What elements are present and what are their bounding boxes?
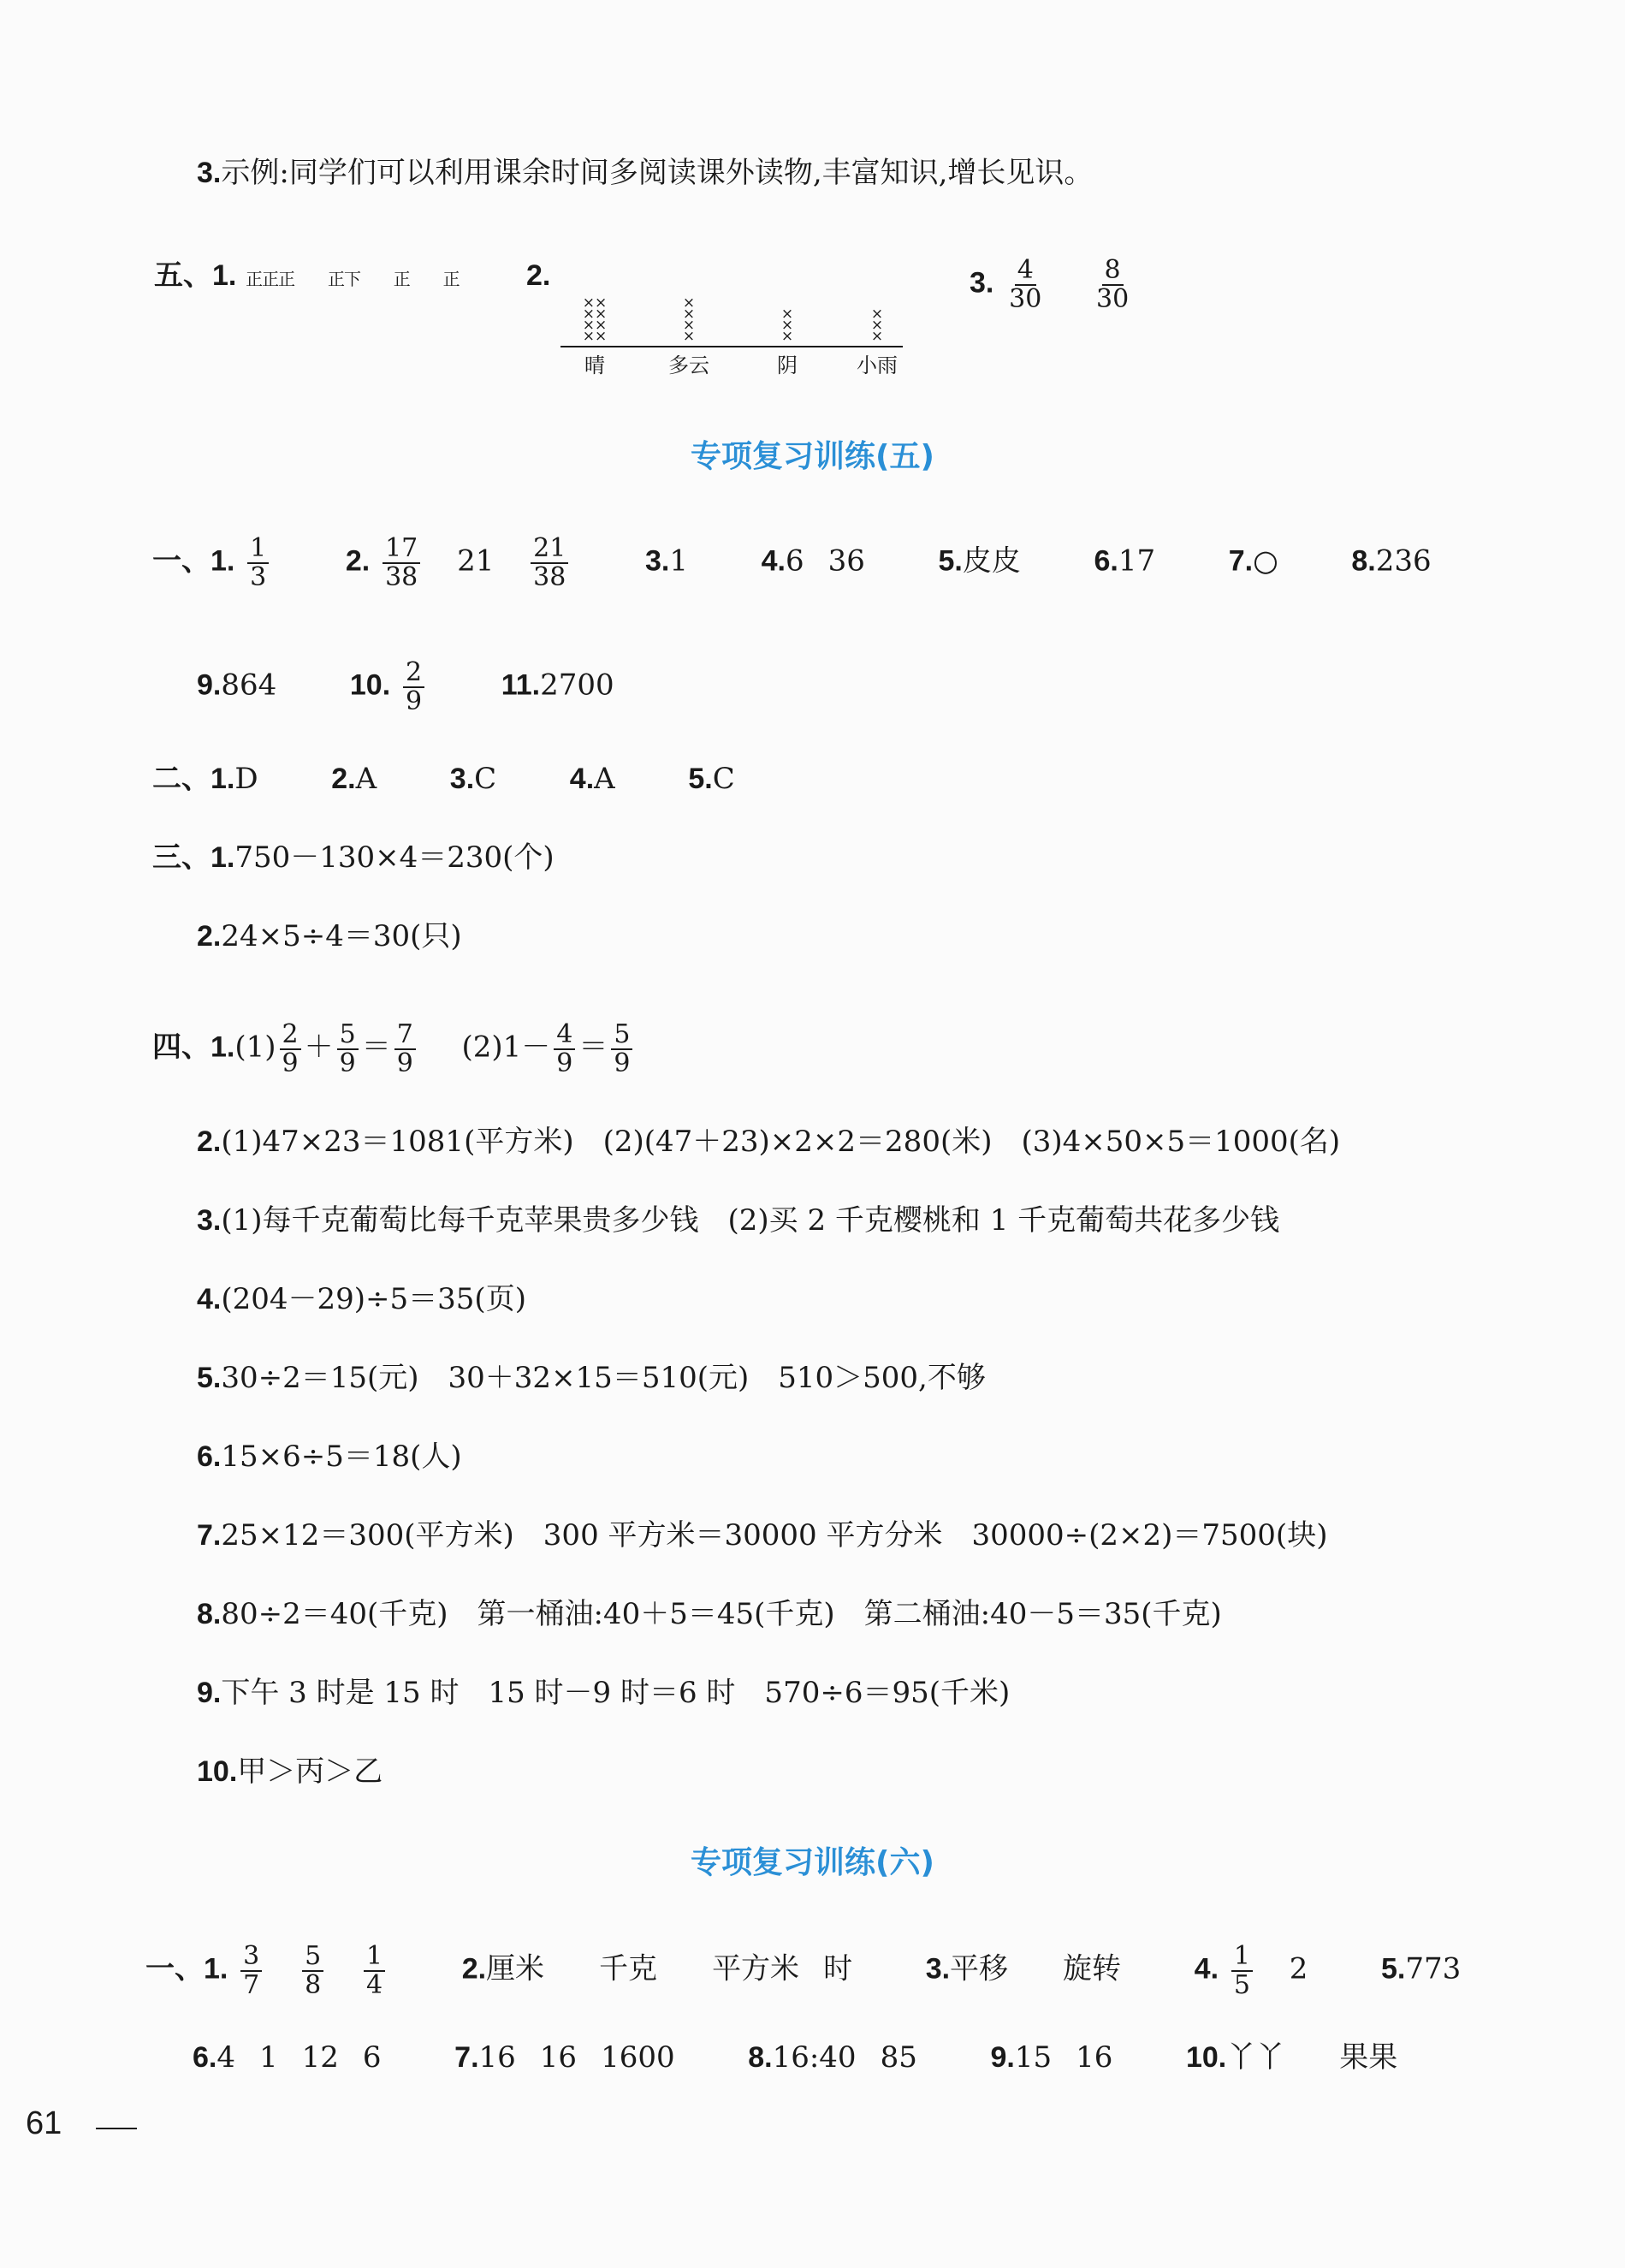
fraction: $\frac{1}{4}$ — [364, 1943, 385, 1998]
tally-column-3: × × × — [780, 306, 794, 345]
fraction: $\frac{5}{9}$ — [337, 1021, 359, 1077]
s5-three-q2: 2.24×5÷4＝30(只) — [197, 919, 462, 953]
fraction: $\frac{7}{9}$ — [394, 1021, 416, 1077]
fraction: $\frac{17}{38}$ — [383, 535, 420, 591]
section-title-5: 专项复习训练(五) — [691, 439, 934, 474]
section-wu-q2-label: 2. — [526, 259, 551, 292]
s5-four-q10: 10.甲＞丙＞乙 — [197, 1754, 383, 1789]
fraction: $\frac{1}{3}$ — [247, 535, 269, 591]
s5-four-q8: 8.80÷2＝40(千克) 第一桶油:40＋5＝45(千克) 第二桶油:40－5＝35(千克) — [197, 1597, 1222, 1631]
fraction: $\frac{4}{30}$ — [1009, 255, 1042, 314]
fraction: $\frac{5}{8}$ — [302, 1943, 323, 1998]
chart-category-label: 阴 — [777, 353, 798, 377]
s5-four-q3: 3.(1)每千克葡萄比每千克苹果贵多少钱 (2)买 2 千克樱桃和 1 千克葡萄共花多少钱 — [197, 1203, 1280, 1238]
weather-tally-chart — [560, 252, 920, 381]
fraction: $\frac{1}{5}$ — [1231, 1943, 1253, 1998]
s5-three-q1: 三、1.750－130×4＝230(个) — [152, 840, 555, 875]
tally-column-1: ×× ×× ×× ×× — [582, 294, 608, 345]
s5-two: 二、1.D 2.A 3.C 4.A 5.C — [152, 762, 735, 796]
chart-category-label: 小雨 — [857, 353, 898, 377]
fraction: $\frac{5}{9}$ — [611, 1021, 632, 1077]
tally-column-2: × × × × — [682, 294, 696, 345]
s5-one-row1: 一、1. $\frac{1}{3}$ 2. $\frac{17}{38}$ 21 $\frac{21}{38}$ 3.1 4.6 36 5.皮皮 6.17 7.○ 8.236 — [152, 533, 1432, 592]
fraction: $\frac{21}{38}$ — [531, 535, 568, 591]
tally-4: 正 — [442, 269, 460, 289]
tally-2: 正下 — [327, 269, 360, 289]
section-wu-q3: 3. $\frac{4}{30}$ $\frac{8}{30}$ — [970, 257, 1135, 312]
s5-one-row2: 9.864 10. $\frac{2}{9}$ 11.2700 — [197, 657, 614, 716]
tally-1: 正正正 — [246, 269, 295, 289]
fraction: $\frac{2}{9}$ — [280, 1021, 301, 1077]
s5-four-q4: 4.(204－29)÷5＝35(页) — [197, 1282, 526, 1316]
s6-one-row1: 一、1. $\frac{3}{7}$ $\frac{5}{8}$ $\frac{1}{4}$ 2.厘米 千克 平方米 时 3.平移 旋转 4. $\frac{1}{5}$ 2 5.773 — [145, 1941, 1462, 2000]
fraction: $\frac{4}{9}$ — [554, 1021, 575, 1077]
s5-four-q2: 2.(1)47×23＝1081(平方米) (2)(47＋23)×2×2＝280(米) (3)4×50×5＝1000(名) — [197, 1125, 1341, 1159]
s5-four-q9: 9.下午 3 时是 15 时 15 时－9 时＝6 时 570÷6＝95(千米) — [197, 1676, 1011, 1710]
tally-column-4: × × × — [870, 306, 884, 345]
s5-four-q6: 6.15×6÷5＝18(人) — [197, 1440, 462, 1474]
fraction: $\frac{8}{30}$ — [1095, 255, 1130, 314]
chart-category-label: 多云 — [668, 353, 709, 377]
fraction: $\frac{2}{9}$ — [403, 659, 424, 715]
s5-four-q7: 7.25×12＝300(平方米) 300 平方米＝30000 平方分米 30000÷(2×2)＝7500(块) — [197, 1518, 1328, 1553]
section-title-6: 专项复习训练(六) — [691, 1845, 934, 1880]
s6-one-row2: 6.4 1 12 6 7.16 16 1600 8.16:40 85 9.15 16 10.丫丫 果果 — [193, 2040, 1398, 2075]
s5-four-q5: 5.30÷2＝15(元) 30＋32×15＝510(元) 510＞500,不够 — [197, 1361, 986, 1395]
chart-category-label: 晴 — [584, 353, 605, 377]
chart-axis — [560, 346, 903, 347]
item-3-sentence: 3.示例:同学们可以利用课余时间多阅读课外读物,丰富知识,增长见识。 — [197, 156, 1094, 190]
s5-four-q1: 四、1.(1) $\frac{2}{9}$ ＋ $\frac{5}{9}$ ＝ $\frac{7}{9}$ (2)1－ $\frac{4}{9}$ ＝ $\frac{5}{9}$ — [152, 1021, 636, 1077]
fraction: $\frac{3}{7}$ — [240, 1943, 262, 1998]
section-wu-q1: 五、1. 正正正 正下 正 正 — [154, 259, 460, 292]
page-number: 61 — [26, 2105, 62, 2141]
tally-3: 正 — [393, 269, 410, 289]
footer-dash — [96, 2128, 137, 2129]
circle-answer: ○ — [1253, 543, 1278, 579]
